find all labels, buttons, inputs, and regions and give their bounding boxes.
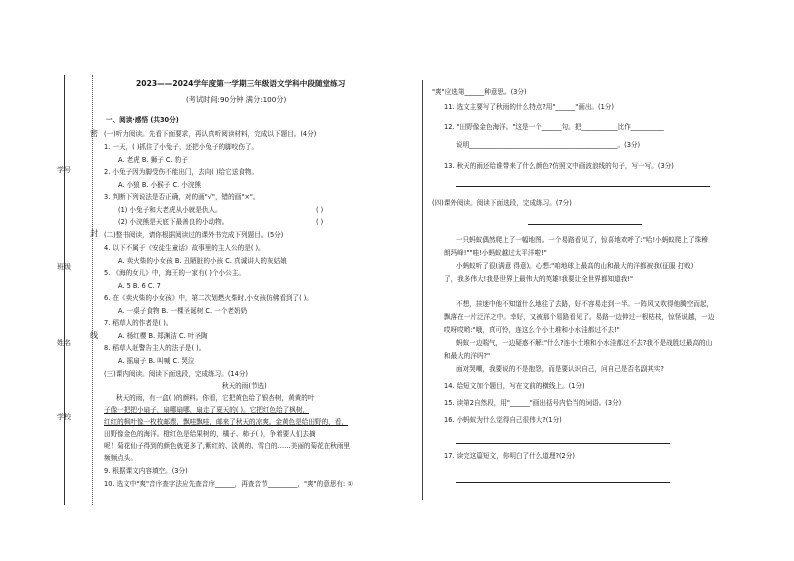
binding-line [64,75,65,505]
question-8: 8. 稻草人赶警告主人的法子是( )。 [104,344,206,352]
question-3-item-2: (2) 小浣熊是天底下最善良的小动物。 [118,218,229,226]
question-3-item-1: (1) 小兔子和大老虎从小就是仇人。 [118,206,222,214]
reading-line-6: 飘落在一片泛洋之中。幸好，又被那个易路看见了。易路一边伸过一根枯枝，惊怪说越，一边 [444,313,715,321]
class-label: 班级 [57,263,71,271]
question-12: 12. "田野像金色海洋。"这是一个______句。把___________比作__________ [444,123,664,131]
question-3-item-1-blank: ( ) [316,206,324,214]
reading-line-7: 哎呀哎哟:"哦，真可怜，连这么个小土堆和小水洼都过不去!" [444,326,620,334]
question-15: 15. 读第2自然段，用"______"画出括号内恰当的词语。(3分) [444,399,622,407]
seal-line [92,75,93,505]
question-17: 17. 读完这篇短文，你明白了什么道理?(2分) [444,452,575,460]
question-7: 7. 稻草人的作者是( )。 [104,319,173,327]
question-6: 6. 在《卖火柴的小女孩》中，第二次划燃火柴时,小女孩仿佛看到了( )。 [104,294,313,302]
question-4-options: A. 卖火柴的小女孩 B. 丑陋脏的小孩 C. 真诚讲人的灰姑娘 [118,257,287,265]
part-3-instruction: (三)课内阅读。阅读下面选段，完成练习。(14分) [104,370,248,378]
question-5: 5. 《海的女儿》中，海王的一家有( )个小公主。 [104,269,245,277]
passage-line-1: 秋天的雨，有一盒( )的颜料。你看，它把黄色给了银杏树，黄黄的叶 [116,394,315,402]
seal-char-feng: 封 [90,229,98,238]
reading-line-10: 面对哭嘲，我要说的不是抱怨，而是要认识自己，问自己是否名副其实? [456,365,664,373]
passage-title-blank[interactable] [528,224,642,225]
question-12-line-2: 说明_____________________________________________。(3分) [456,141,641,149]
question-2: 2. 小兔子因为脚受伤不能出门，去向( )给它送食物。 [104,168,259,176]
reading-line-1: 一只蚂蚁偶然爬上了一幅地图。一个易路看见了，惊喜地欢呼了:"哈!小蚂蚁爬上了珠穆 [456,236,708,244]
school-label: 学校 [57,413,71,421]
question-9: 9. 根据课文内容填空。(3分) [104,467,188,475]
passage-line-4: 田野像金色的海洋。橙红色是给果树的，橘子、柿子( )，争着要人们去摘 [104,430,316,438]
question-16-answer-line[interactable] [456,443,670,444]
student-id-label: 学号 [57,166,71,174]
passage-line-2: 子像一把把小扇子，扇哪扇哪，扇走了夏天的( )。它把红色给了枫树， [104,406,310,414]
part-2-instruction: (二)整书阅读，请你根据阅读过的课外书完成下列题目。(5分) [104,231,284,239]
question-5-options: A. 5 B. 6 C. 7 [118,282,161,290]
question-13-answer-line[interactable] [456,186,710,187]
question-2-options: A. 小狼 B. 小猴子 C. 小浣熊 [118,181,202,189]
question-1: 1. 一天，( )抓住了小兔子，还把小兔子的脚咬伤了。 [104,143,259,151]
passage-line-5: 呢！菊花仙子得到的颜色就更多了,紫红的、淡黄的、雪白的……美丽的菊花在秋雨里 [104,442,351,450]
passage-line-6: 频频点头。 [104,454,137,462]
question-4: 4. 以下不属于《安徒生童话》故事里的主人公的是( )。 [104,244,265,252]
exam-title: 2023——2024学年度第一学期三年级语文学科中段随堂练习 [136,79,346,88]
section-1-heading: 一、阅读·感悟 (共30分) [106,116,179,124]
question-16: 16. 小蚂蚁为什么觉得自己很伟大?(1分) [444,416,562,424]
question-14: 14. 给短文加个题目，写在文前的横线上。(1分) [444,382,585,390]
reading-line-2: 朗玛峰!""哇!小蚂蚁越过太平洋啦!" [444,249,547,257]
part-4-instruction: (四)课外阅读。阅读下面选段，完成练习。(7分) [432,199,572,207]
question-11: 11. 选文主要写了秋雨的什么特点?用"______"画出。(1分) [444,103,614,111]
question-3: 3. 判断下列说法是否正确，对的画"√"，错的画"×"。 [104,193,260,201]
reading-line-4: 了，我多伟大!我是世界上最伟大的英雄!我要让全世界都知道我!" [444,275,633,283]
reading-line-9: 和最大的洋吗?" [444,352,491,360]
question-17-answer-line[interactable] [456,482,670,483]
name-label: 姓名 [57,339,71,347]
reading-line-8: 蚂蚁一边喘气，一边疑惑不解:"什么?连小土堆和小水洼都过不去?我不是战胜过最高的山 [456,339,713,347]
passage-title: 秋天的雨(节选) [222,382,267,390]
seal-char-xian: 线 [90,331,98,340]
exam-subtitle: (考试时间:90分钟 满分:100分) [186,95,287,104]
page-divider [422,80,423,500]
question-8-options: A. 摇扇子 B. 叫喊 C. 哭泣 [118,357,195,365]
passage-line-3: 红红的枫叶像一枚枚邮票，飘哇飘哇，邮来了秋天的凉爽。金黄色是给田野的，看， [104,418,348,426]
question-10-continued: "爽"应选第______种意思。(3分) [432,88,527,96]
reading-line-3: 小蚂蚁听了很(满意 得意)。心想:"咱地球上最高的山和最大的洋都被我(征服 打败) [456,262,694,270]
question-1-options: A. 老虎 B. 狮子 C. 豹子 [118,156,188,164]
question-6-options: A. 一桌子食物 B. 一棵圣诞树 C. 一个老奶奶 [118,307,248,315]
reading-line-5: 不想，挂迷中他不知道什么地往了去路，好不容易走到一半。一阵风又吹得他腾空而起， [456,300,714,308]
question-10: 10. 选文中"爽"音序查字法应先查音序______，再查音节_________，"爽"的意思有: ① [104,480,354,488]
question-13: 13. 秋天的雨还给谁带来了什么颜色?仿照文中画波浪线的句子，写一写。(3分) [444,162,674,170]
question-7-options: A. 杨红樱 B. 郑渊洁 C. 叶圣陶 [118,332,208,340]
seal-char-mi: 密 [90,129,98,138]
part-1-instruction: (一)听力阅读。先看下面要求，再认真听阅读材料，完成以下题目。(4分) [104,130,317,138]
question-3-item-2-blank: ( ) [316,218,324,226]
